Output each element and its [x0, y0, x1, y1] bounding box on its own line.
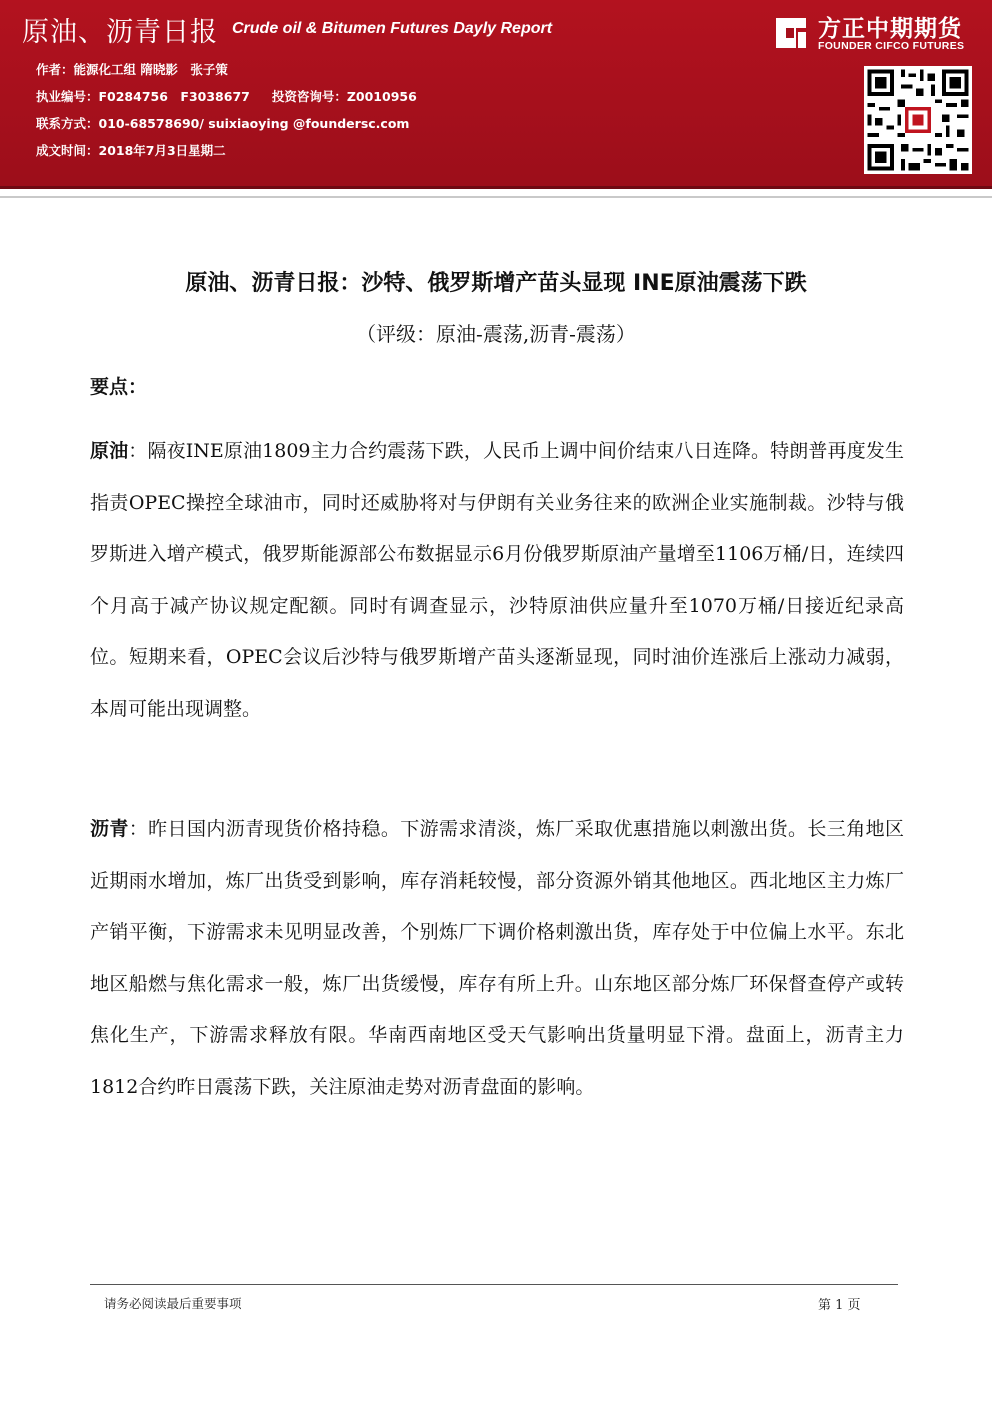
founder-logo-icon: [772, 14, 810, 52]
company-name-cn: 方正中期期货: [818, 16, 962, 42]
company-name-en: FOUNDER CIFCO FUTURES: [818, 40, 965, 52]
contact-info: 联系方式：010-68578690/ suixiaoying @foundersc.com: [36, 116, 410, 131]
page-number: 第 1 页: [818, 1298, 861, 1313]
article-rating: （评级：原油-震荡,沥青-震荡）: [356, 322, 636, 346]
authors: 作者：能源化工组 隋晓影 张子策: [36, 62, 228, 77]
author-info: [36, 56, 417, 164]
crude-oil-label: 原油: [90, 440, 129, 462]
company-logo: [770, 6, 986, 56]
license-row: [36, 83, 417, 110]
header-divider: [0, 186, 992, 198]
bitumen-label: 沥青: [90, 818, 129, 840]
license-numbers: 执业编号：F0284756 F3038677: [36, 89, 250, 104]
report-title-en: Crude oil & Bitumen Futures Dayly Report: [232, 20, 553, 37]
bitumen-text: ：昨日国内沥青现货价格持稳。下游需求清淡，炼厂采取优惠措施以刺激出货。长三角地区近期雨水增加，炼厂出货受到影响，库存消耗较慢，部分资源外销其他地区。西北地区主力炼厂产销平衡，下游需求未见明显改善，个别炼厂下调价格刺激出货，库存处于中位偏上水平。东北地区船燃与焦化需求一般，炼厂出货缓慢，库存有所上升。山东地区部分炼厂环保督查停产或转焦化生产，下游需求释放有限。华南西南地区受天气影响出货量明显下滑。盘面上，沥青主力1812合约昨日震荡下跌，关注原油走势对沥青盘面的影响。: [90, 818, 904, 1098]
crude-oil-text: ：隔夜INE原油1809主力合约震荡下跌，人民币上调中间价结束八日连降。特朗普再度发生指责OPEC操控全球油市，同时还威胁将对与伊朗有关业务往来的欧洲企业实施制裁。沙特与俄罗斯进入增产模式，俄罗斯能源部公布数据显示6月份俄罗斯原油产量增至1106万桶/日，连续四个月高于减产协议规定配额。同时有调查显示，沙特原油供应量升至1070万桶/日接近纪录高位。短期来看，OPEC会议后沙特与俄罗斯增产苗头逐渐显现，同时油价连涨后上涨动力减弱，本周可能出现调整。: [90, 440, 904, 720]
report-date: 成文时间：2018年7月3日星期二: [36, 143, 226, 158]
key-points-heading: 要点：: [90, 376, 148, 398]
bitumen-paragraph: [90, 804, 904, 1113]
advisory-number: 投资咨询号：Z0010956: [271, 89, 417, 104]
report-header: [0, 0, 992, 186]
crude-oil-paragraph: [90, 426, 904, 735]
article-title: 原油、沥青日报：沙特、俄罗斯增产苗头显现 INE原油震荡下跌: [185, 271, 807, 296]
report-title-cn: 原油、沥青日报: [22, 17, 218, 48]
footer-divider: [90, 1284, 898, 1285]
footer-notice: 请务必阅读最后重要事项: [104, 1296, 242, 1311]
qr-code-icon: [864, 66, 972, 174]
